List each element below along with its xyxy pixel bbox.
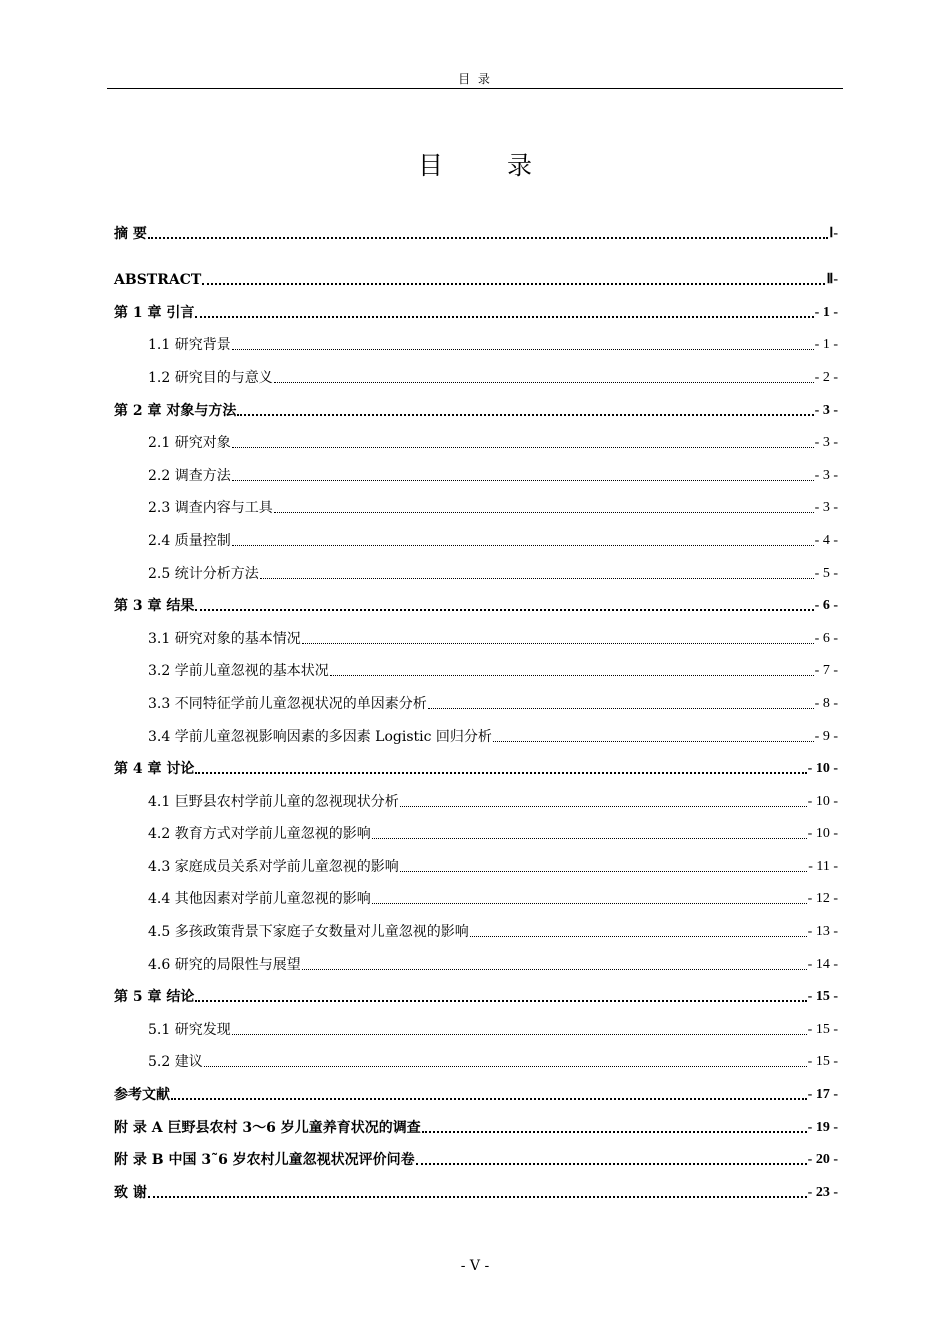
toc-dot-leader [493,741,814,742]
toc-entry-page: - 3 - [814,500,838,516]
toc-dot-leader [422,1131,807,1133]
toc-entry[interactable] [114,290,838,323]
toc-entry-page: - 13 - [807,924,838,940]
toc-entry[interactable] [114,388,838,421]
toc-entry[interactable] [114,1040,838,1073]
toc-entry-page: - 8 - [814,695,838,711]
toc-entry[interactable] [114,1007,838,1040]
toc-entry-label: 4.3 家庭成员关系对学前儿童忽视的影响 [148,858,399,875]
toc-entry-page: Ⅰ- [829,225,838,241]
toc-entry-label: 2.2 调查方法 [148,467,231,484]
toc-entry-label: 第 2 章 对象与方法 [114,402,237,419]
toc-entry-label: 第 3 章 结果 [114,598,195,615]
toc-entry-page: - 12 - [807,891,838,907]
running-header: 目 录 [458,72,492,86]
toc-entry-label: 2.1 研究对象 [148,435,231,452]
toc-dot-leader [148,1196,807,1198]
toc-entry[interactable] [114,551,838,584]
toc-entry[interactable] [114,453,838,486]
toc-entry-page: - 6 - [814,598,838,614]
toc-entry[interactable] [114,421,838,454]
toc-entry-page: - 10 - [807,761,838,777]
toc-dot-leader [428,708,814,709]
toc-entry[interactable] [114,616,838,649]
toc-entry-label: 3.1 研究对象的基本情况 [148,630,301,647]
toc-entry-page: - 1 - [814,304,838,320]
toc-entry-label: ABSTRACT [114,272,202,289]
toc-entry[interactable] [114,714,838,747]
toc-dot-leader [232,447,814,448]
toc-entry-label: 2.3 调查内容与工具 [148,500,273,517]
toc-entry-page: Ⅱ- [826,272,838,288]
toc-dot-leader [171,1098,807,1100]
toc-entry[interactable] [114,975,838,1008]
toc-entry-page: - 10 - [807,826,838,842]
toc-entry-page: - 9 - [814,728,838,744]
toc-entry-page: - 20 - [807,1152,838,1168]
toc-dot-leader [302,969,807,970]
toc-entry-page: - 2 - [814,369,838,385]
toc-entry-page: - 23 - [807,1184,838,1200]
toc-entry-page: - 15 - [807,1021,838,1037]
toc-dot-leader [260,578,814,579]
toc-entry[interactable] [114,844,838,877]
toc-entry[interactable] [114,486,838,519]
table-of-contents [114,211,838,1203]
toc-dot-leader [274,512,814,513]
toc-entry-label: 第 4 章 讨论 [114,761,195,778]
toc-entry-page: - 11 - [808,858,838,874]
toc-entry-page: - 1 - [814,337,838,353]
toc-entry-label: 4.4 其他因素对学前儿童忽视的影响 [148,891,371,908]
toc-entry-label: 5.1 研究发现 [148,1021,231,1038]
toc-entry-page: - 6 - [814,630,838,646]
toc-entry[interactable] [114,812,838,845]
toc-entry-page: - 14 - [807,956,838,972]
page-title: 目 录 [418,151,560,180]
toc-dot-leader [195,772,806,774]
toc-entry-page: - 15 - [807,1054,838,1070]
toc-entry[interactable] [114,355,838,388]
toc-entry-label: 3.4 学前儿童忽视影响因素的多因素 Logistic 回归分析 [148,728,492,745]
toc-dot-leader [195,1000,806,1002]
toc-dot-leader [372,838,807,839]
toc-dot-leader [232,545,814,546]
toc-entry[interactable] [114,877,838,910]
toc-entry[interactable] [114,518,838,551]
toc-dot-leader [195,609,813,611]
page-number: - Ⅴ - [460,1258,490,1274]
toc-entry[interactable] [114,747,838,780]
toc-entry[interactable] [114,909,838,942]
toc-dot-leader [274,382,814,383]
toc-entry-page: - 3 - [814,402,838,418]
toc-entry-label: 第 5 章 结论 [114,989,195,1006]
toc-dot-leader [232,1034,807,1035]
toc-entry[interactable] [114,258,838,291]
toc-entry[interactable] [114,584,838,617]
toc-dot-leader [470,936,807,937]
toc-entry-page: - 10 - [807,793,838,809]
toc-entry-label: 第 1 章 引言 [114,304,195,321]
toc-entry[interactable] [114,942,838,975]
toc-entry[interactable] [114,1105,838,1138]
toc-entry-label: 4.5 多孩政策背景下家庭子女数量对儿童忽视的影响 [148,924,469,941]
toc-entry-label: 3.2 学前儿童忽视的基本状况 [148,663,329,680]
toc-entry-label: 2.5 统计分析方法 [148,565,259,582]
toc-entry-page: - 4 - [814,532,838,548]
toc-entry-page: - 5 - [814,565,838,581]
toc-entry-label: 3.3 不同特征学前儿童忽视状况的单因素分析 [148,695,427,712]
toc-entry[interactable] [114,211,838,244]
toc-dot-leader [202,283,825,285]
toc-dot-leader [416,1163,807,1165]
toc-entry-page: - 15 - [807,989,838,1005]
toc-entry-label: 附 录 B 中国 3˜6 岁农村儿童忽视状况评价问卷 [114,1152,415,1169]
toc-dot-leader [195,316,813,318]
toc-entry-label: 参考文献 [114,1087,170,1104]
toc-entry[interactable] [114,649,838,682]
toc-dot-leader [237,414,813,416]
toc-entry-label: 致 谢 [114,1184,147,1201]
toc-entry-page: - 7 - [814,663,838,679]
header-rule [107,88,843,89]
toc-entry[interactable] [114,1170,838,1203]
toc-entry-label: 1.1 研究背景 [148,337,231,354]
toc-dot-leader [400,806,807,807]
toc-entry[interactable] [114,1072,838,1105]
toc-dot-leader [330,675,814,676]
toc-dot-leader [148,237,828,239]
toc-dot-leader [372,903,807,904]
toc-entry-label: 4.6 研究的局限性与展望 [148,956,301,973]
toc-dot-leader [232,480,814,481]
toc-entry[interactable] [114,681,838,714]
toc-dot-leader [302,643,814,644]
toc-entry-label: 4.2 教育方式对学前儿童忽视的影响 [148,826,371,843]
toc-entry-page: - 3 - [814,467,838,483]
toc-entry[interactable] [114,323,838,356]
toc-entry-label: 1.2 研究目的与意义 [148,369,273,386]
toc-entry-page: - 3 - [814,435,838,451]
toc-entry-label: 附 录 A 巨野县农村 3～6 岁儿童养育状况的调查 [114,1119,421,1136]
toc-dot-leader [204,1066,807,1067]
toc-dot-leader [232,349,814,350]
toc-entry-page: - 19 - [807,1119,838,1135]
toc-entry-label: 4.1 巨野县农村学前儿童的忽视现状分析 [148,793,399,810]
toc-entry-label: 2.4 质量控制 [148,532,231,549]
toc-dot-leader [400,871,807,872]
toc-entry-page: - 17 - [807,1087,838,1103]
toc-entry[interactable] [114,1138,838,1171]
toc-entry-label: 摘 要 [114,225,147,242]
toc-entry[interactable] [114,779,838,812]
toc-entry-label: 5.2 建议 [148,1054,203,1071]
